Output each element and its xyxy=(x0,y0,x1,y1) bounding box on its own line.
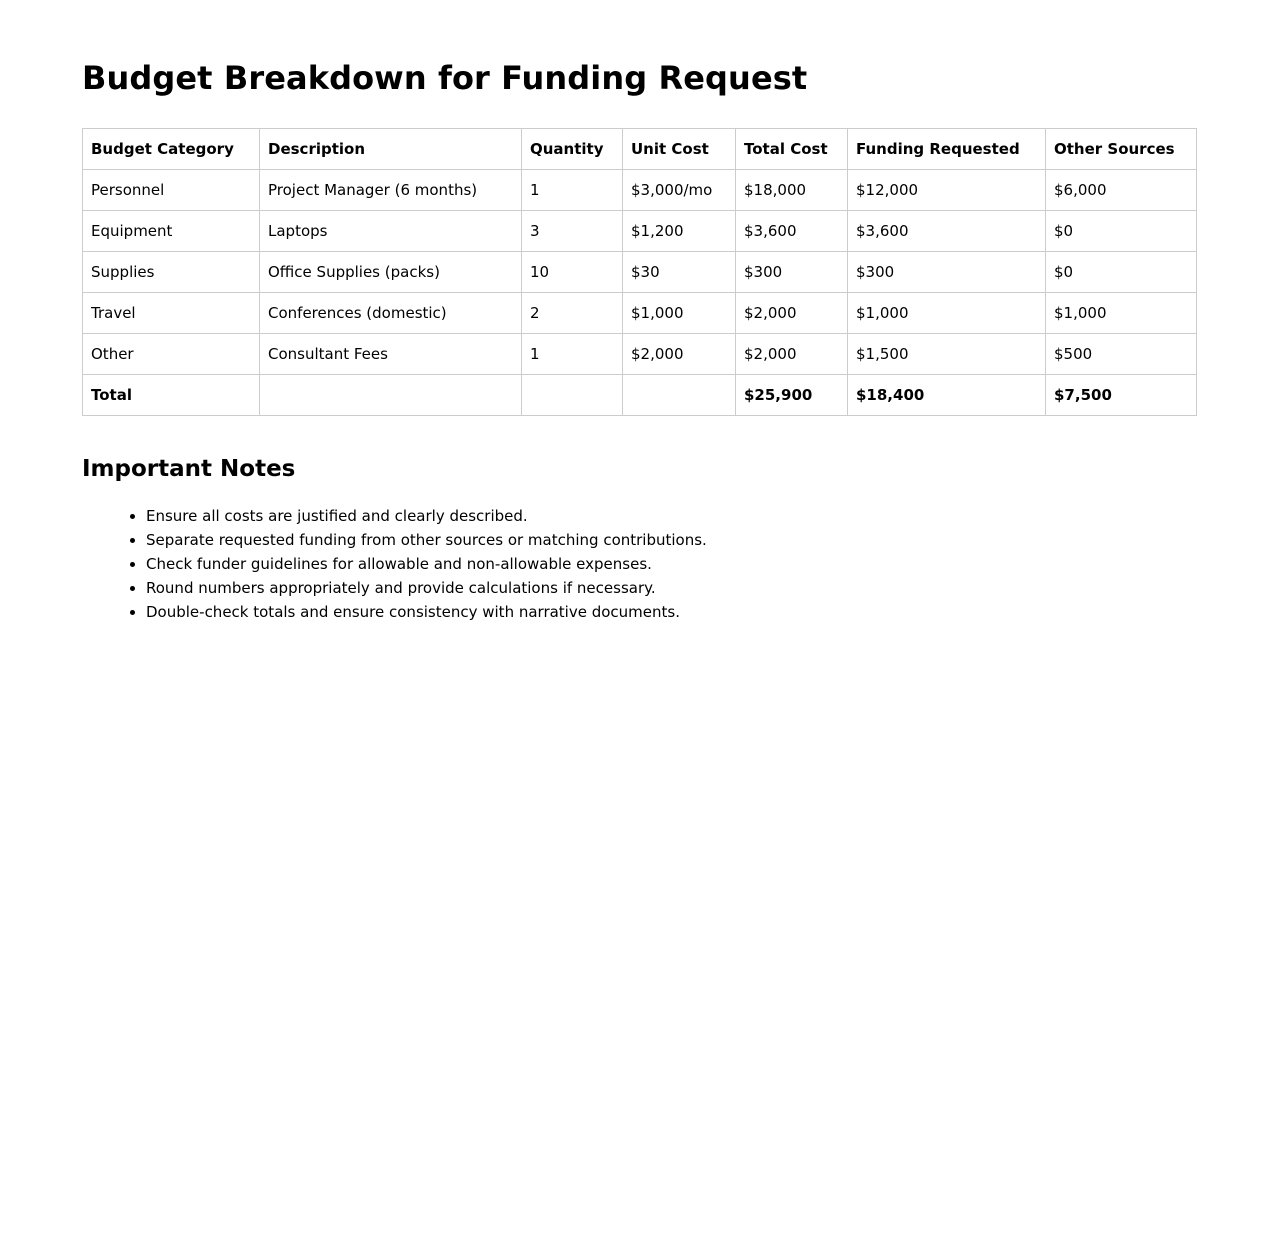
cell-funding-requested: $1,000 xyxy=(848,293,1046,334)
table-row xyxy=(83,252,1197,293)
cell-total-cost: $300 xyxy=(736,252,848,293)
cell-total-cost: $18,000 xyxy=(736,170,848,211)
cell-total-cost: $2,000 xyxy=(736,293,848,334)
notes-heading: Important Notes xyxy=(82,456,296,482)
column-header-description: Description xyxy=(260,129,522,170)
cell-other-sources: $1,000 xyxy=(1046,293,1197,334)
cell-budget-category: Personnel xyxy=(83,170,260,211)
notes-list xyxy=(82,504,1196,624)
cell-funding-requested: $3,600 xyxy=(848,211,1046,252)
cell-quantity: 1 xyxy=(522,334,623,375)
column-header-unit-cost: Unit Cost xyxy=(623,129,736,170)
list-item: • Check funder guidelines for allowable and non-allowable expenses. xyxy=(146,552,1196,576)
total-label: Total xyxy=(83,375,260,416)
cell-description: Project Manager (6 months) xyxy=(260,170,522,211)
column-header-funding-requested: Funding Requested xyxy=(848,129,1046,170)
cell-unit-cost: $3,000/mo xyxy=(623,170,736,211)
cell-other-sources: $500 xyxy=(1046,334,1197,375)
cell-quantity: 10 xyxy=(522,252,623,293)
cell-other-sources: $0 xyxy=(1046,252,1197,293)
total-funding-requested: $18,400 xyxy=(848,375,1046,416)
list-item: • Ensure all costs are justified and clearly described. xyxy=(146,504,1196,528)
table-row xyxy=(83,293,1197,334)
cell-funding-requested: $300 xyxy=(848,252,1046,293)
cell-description: Consultant Fees xyxy=(260,334,522,375)
list-item: • Separate requested funding from other sources or matching contributions. xyxy=(146,528,1196,552)
cell-budget-category: Supplies xyxy=(83,252,260,293)
cell-funding-requested: $12,000 xyxy=(848,170,1046,211)
column-header-budget-category: Budget Category xyxy=(83,129,260,170)
budget-table xyxy=(82,128,1197,416)
total-quantity xyxy=(522,375,623,416)
cell-quantity: 2 xyxy=(522,293,623,334)
document-page xyxy=(0,0,1278,624)
total-total-cost: $25,900 xyxy=(736,375,848,416)
cell-budget-category: Other xyxy=(83,334,260,375)
cell-total-cost: $3,600 xyxy=(736,211,848,252)
cell-total-cost: $2,000 xyxy=(736,334,848,375)
table-row xyxy=(83,211,1197,252)
table-row xyxy=(83,170,1197,211)
cell-unit-cost: $1,000 xyxy=(623,293,736,334)
cell-unit-cost: $2,000 xyxy=(623,334,736,375)
cell-other-sources: $0 xyxy=(1046,211,1197,252)
column-header-other-sources: Other Sources xyxy=(1046,129,1197,170)
total-other-sources: $7,500 xyxy=(1046,375,1197,416)
page-title: Budget Breakdown for Funding Request xyxy=(82,59,808,97)
total-row xyxy=(83,375,1197,416)
cell-description: Office Supplies (packs) xyxy=(260,252,522,293)
table-row xyxy=(83,334,1197,375)
list-item: • Round numbers appropriately and provide calculations if necessary. xyxy=(146,576,1196,600)
cell-unit-cost: $30 xyxy=(623,252,736,293)
cell-description: Laptops xyxy=(260,211,522,252)
cell-unit-cost: $1,200 xyxy=(623,211,736,252)
total-description xyxy=(260,375,522,416)
cell-quantity: 3 xyxy=(522,211,623,252)
table-header-row xyxy=(83,129,1197,170)
cell-other-sources: $6,000 xyxy=(1046,170,1197,211)
cell-quantity: 1 xyxy=(522,170,623,211)
column-header-total-cost: Total Cost xyxy=(736,129,848,170)
cell-budget-category: Equipment xyxy=(83,211,260,252)
cell-funding-requested: $1,500 xyxy=(848,334,1046,375)
total-unit-cost xyxy=(623,375,736,416)
cell-budget-category: Travel xyxy=(83,293,260,334)
cell-description: Conferences (domestic) xyxy=(260,293,522,334)
list-item: • Double-check totals and ensure consistency with narrative documents. xyxy=(146,600,1196,624)
column-header-quantity: Quantity xyxy=(522,129,623,170)
